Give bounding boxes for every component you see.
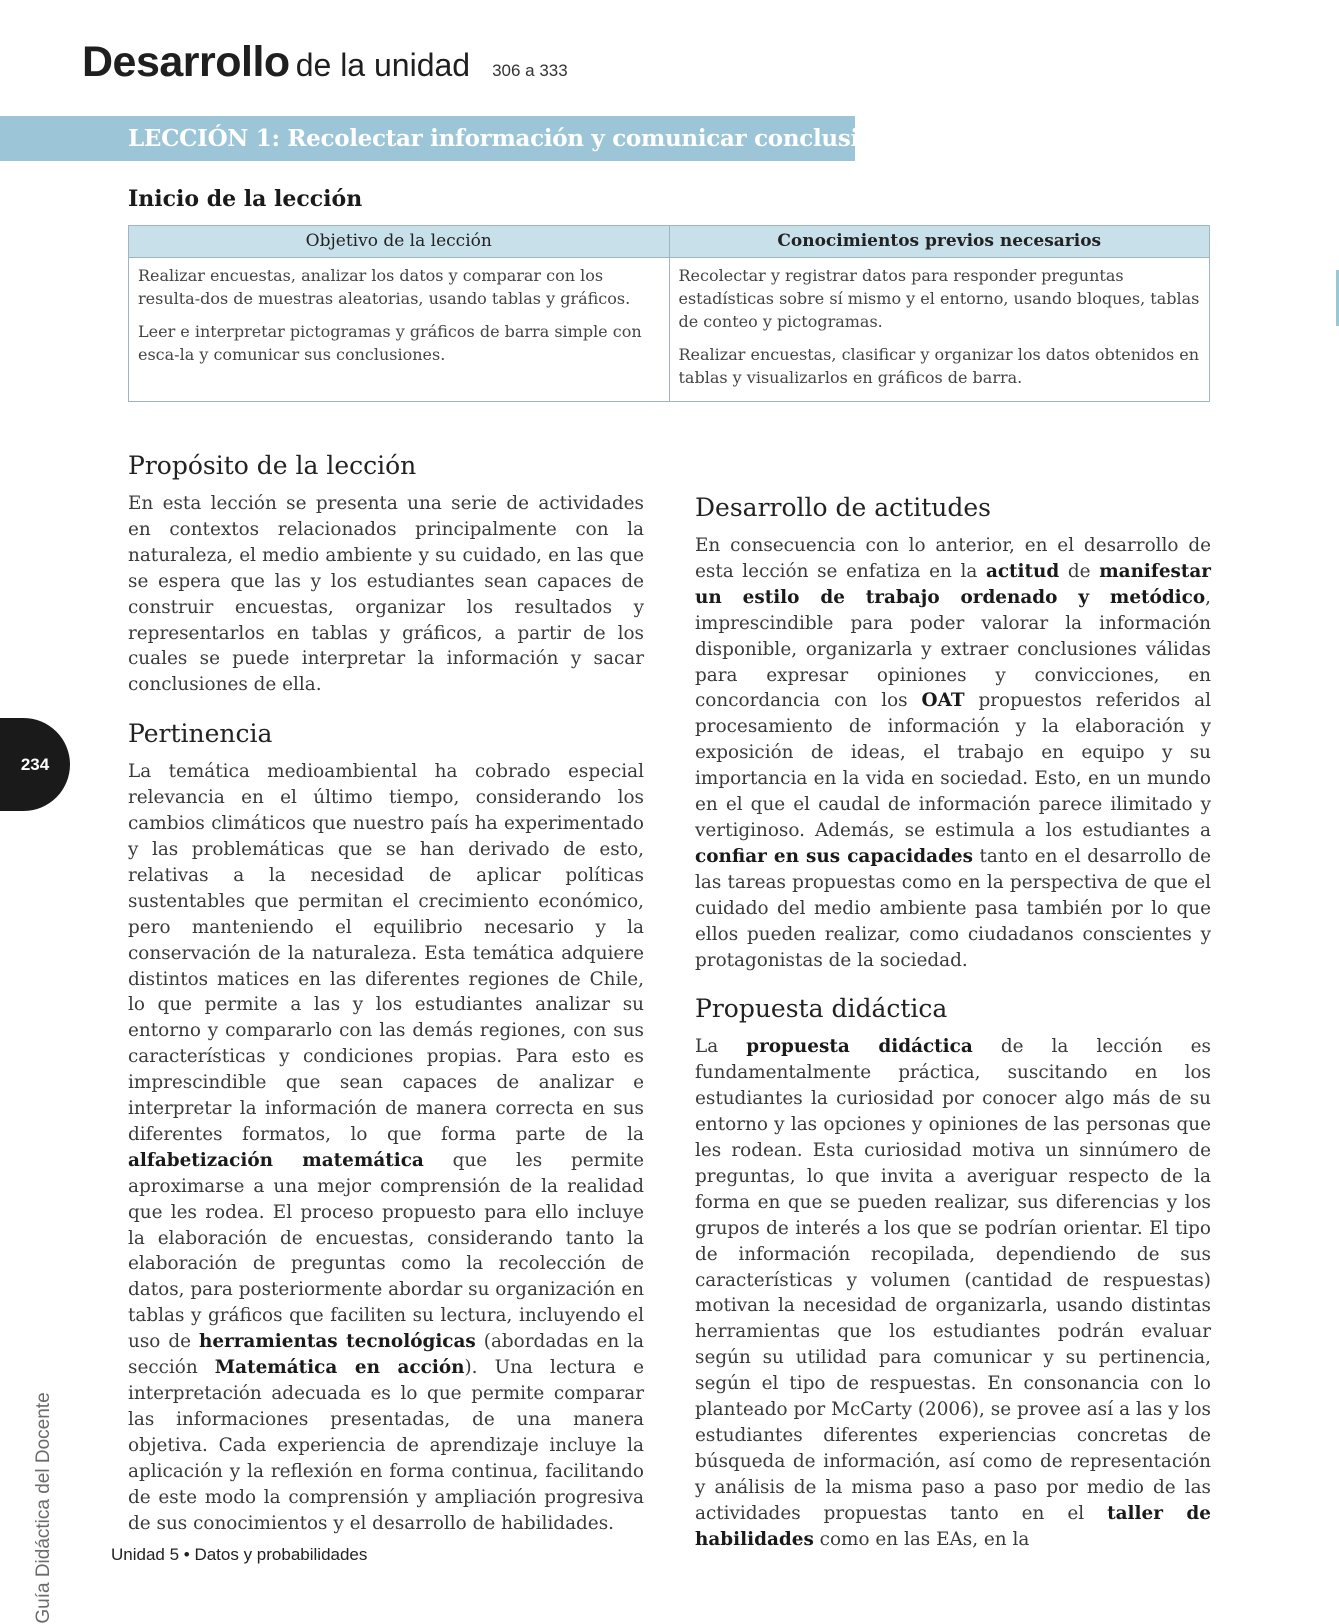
proposito-text: En esta lección se presenta una serie de actividades en contextos relacionados principalmente con la naturaleza, el medio ambiente y su cuidado, en las que se espera que las y los estudiantes sean capaces de construir encuestas, organizar los resultados y representarlos en tablas y gráficos, a partir de los cuales se puede interpretar la información y sacar conclusiones de ella. xyxy=(128,493,644,696)
page-number-tab xyxy=(0,718,70,811)
table-cell-objetivo xyxy=(129,258,670,402)
lesson-title-bar: LECCIÓN 1: Recolectar información y comunicar conclusiones xyxy=(0,116,855,161)
pertinencia-text: La temática medioambiental ha cobrado especial relevancia en el último tiempo, considerando los cambios climáticos que nuestro país ha experimentado y las problemáticas que se han derivado de esto, relativas a la necesidad de aplicar políticas sustentables que permitan el crecimiento económico, pero manteniendo el equilibrio necesario y la conservación de la naturaleza. Esta temática adquiere distintos matices en las diferentes regiones de Chile, lo que permite a las y los estudiantes analizar su entorno y compararlo con las demás regiones, con sus características y condiciones propias. Para esto es imprescindible que sean capaces de analizar e interpretar la información de manera correcta en sus diferentes formatos, lo que forma parte de la alfabetización matemática que les permite aproximarse a una mejor comprensión de la realidad que les rodea. El proceso propuesto para ello incluye la elaboración de encuestas, considerando tanto la elaboración de preguntas como la recolección de datos, para posteriormente abordar su organización en tablas y gráficos que faciliten su lectura, incluyendo el uso de herramientas tecnológicas (abordadas en la sección Matemática en acción). Una lectura e interpretación adecuada es lo que permite comparar las informaciones presentadas, de una manera objetiva. Cada experiencia de aprendizaje incluye la aplicación y la reflexión en forma continua, facilitando de este modo la comprensión y ampliación progresiva de sus conocimientos y el desarrollo de habilidades. xyxy=(128,761,644,1534)
propuesta-heading: Propuesta didáctica xyxy=(695,994,948,1024)
actitudes-heading: Desarrollo de actitudes xyxy=(695,493,991,522)
pertinencia-heading: Pertinencia xyxy=(128,719,273,749)
side-title: Guía Didáctica del Docente xyxy=(33,1392,54,1624)
footer-unit: Unidad 5 • Datos y probabilidades xyxy=(111,1545,368,1564)
right-column xyxy=(695,492,1211,1553)
table-header-conocimientos: Conocimientos previos necesarios xyxy=(669,226,1210,258)
left-column xyxy=(128,450,644,1536)
conocimientos-text-2: Realizar encuestas, clasificar y organizar los datos obtenidos en tablas y visualizarlos en gráficos de barra. xyxy=(678,345,1200,387)
objetivo-text-1: Realizar encuestas, analizar los datos y comparar con los resulta-dos de muestras aleatorias, usando tablas y gráficos. xyxy=(138,266,631,308)
page-number: 234 xyxy=(20,754,50,774)
proposito-heading: Propósito de la lección xyxy=(128,451,417,480)
header-page-range: 306 a 333 xyxy=(492,61,568,80)
header-title-bold: Desarrollo xyxy=(82,38,290,86)
actitudes-text: En consecuencia con lo anterior, en el desarrollo de esta lección se enfatiza en la actitud de manifestar un estilo de trabajo ordenado y metódico, imprescindible para poder valorar la información disponible, organizarla y extraer conclusiones válidas para expresar opiniones y convicciones, en concordancia con los OAT propuestos referidos al procesamiento de información y la elaboración y exposición de ideas, el trabajo en equipo y su importancia en la vida en sociedad. Esto, en un mundo en el que el caudal de información parece ilimitado y vertiginoso. Además, se estimula a los estudiantes a confiar en sus capacidades tanto en el desarrollo de las tareas propuestas como en la perspectiva de que el cuidado del medio ambiente pasa también por lo que ellos pueden realizar, como ciudadanos conscientes y protagonistas de la sociedad. xyxy=(695,535,1211,971)
objectives-table xyxy=(128,225,1210,402)
table-header-objetivo: Objetivo de la lección xyxy=(129,226,670,258)
inicio-heading: Inicio de la lección xyxy=(128,186,363,212)
propuesta-text: La propuesta didáctica de la lección es fundamentalmente práctica, suscitando en los estudiantes la curiosidad por conocer algo más de su entorno y las opciones y opiniones de las personas que les rodean. Esta curiosidad motiva un sinnúmero de preguntas, lo que invita a averiguar respecto de la forma en que se pueden realizar, sus diferencias y los grupos de interés a los que se podrían orientar. El tipo de información recopilada, dependiendo de sus características y volumen (cantidad de respuestas) motivan la necesidad de organizarla, usando distintas herramientas que los estudiantes podrán evaluar según su utilidad para comunicar y su pertinencia, según el tipo de respuestas. En consonancia con lo planteado por McCarty (2006), se provee así a las y los estudiantes diferentes experiencias concretas de búsqueda de información, así como de representación y análisis de la misma paso a paso por medio de las actividades propuestas tanto en el taller de habilidades como en las EAs, en la xyxy=(695,1036,1211,1550)
page-header xyxy=(82,38,568,87)
table-cell-conocimientos xyxy=(669,258,1210,402)
conocimientos-text-1: Recolectar y registrar datos para responder preguntas estadísticas sobre sí mismo y el entorno, usando bloques, tablas de conteo y pictogramas. xyxy=(678,266,1200,331)
objetivo-text-2: Leer e interpretar pictogramas y gráficos de barra simple con esca-la y comunicar sus conclusiones. xyxy=(138,322,642,364)
header-title-rest: de la unidad xyxy=(295,47,471,83)
